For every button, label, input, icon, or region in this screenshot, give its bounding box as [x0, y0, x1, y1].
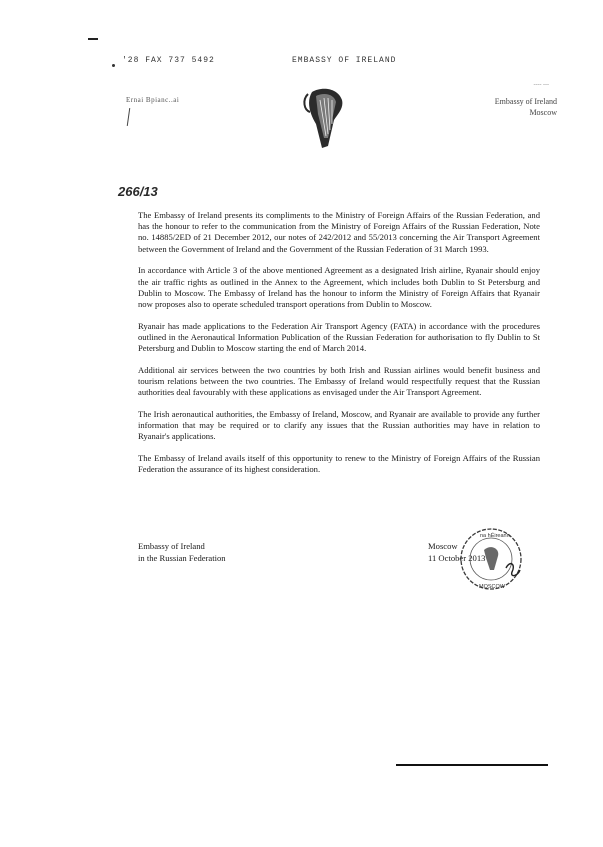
seal-top-text: na hÉireann [480, 533, 510, 539]
embassy-seal-stamp [456, 524, 526, 594]
address-line-1: Embassy of Ireland [494, 97, 557, 106]
paragraph-further-information: The Irish aeronautical authorities, the Embassy of Ireland, Moscow, and Ryanair are available to provide any further information that may be required or to clarify any issues that the Russian authorities may have in relation to Ryanair's applications. [138, 408, 540, 442]
fax-edge-mark [88, 38, 98, 40]
harp-crest-icon [298, 84, 350, 154]
address-stamp-text: ---- --- [533, 82, 549, 88]
paragraph-applications: Ryanair has made applications to the Federation Air Transport Agency (FATA) in accordance with the procedures outlined in the Aeronautical Information Publication of the Russian Federation for authorisation to fly Dublin to St Petersburg and Dublin to Moscow starting the end of March 2014. [138, 320, 540, 354]
paragraph-compliments: The Embassy of Ireland presents its compliments to the Ministry of Foreign Affairs of the Russian Federation, and has the honour to refer to the communication from the Ministry of Foreign Affairs of the Russian Federation, Note no. 14885/2ED of 21 December 2012, our notes of 242/2012 and 55/2013 concerning the Air Transport Agreement between the Government of Ireland and the Government of the Russian Federation of 31 March 1993. [138, 210, 540, 254]
fax-header [122, 56, 397, 65]
address-line-2: Moscow [529, 108, 557, 117]
place: Moscow [428, 541, 458, 551]
fax-dot-mark [112, 64, 115, 67]
letter-body [138, 210, 540, 486]
paragraph-closing: The Embassy of Ireland avails itself of this opportunity to renew to the Ministry of Foreign Affairs of the Russian Federation the assurance of its highest consideration. [138, 452, 540, 475]
left-header-text: Ernai Bpianc..ai [126, 96, 180, 104]
paragraph-article-3: In accordance with Article 3 of the above mentioned Agreement as a designated Irish airline, Ryanair should enjoy the air traffic rights as outlined in the Annex to the Agreement, which includes both Dublin to St Petersburg and Dublin to Moscow. The Embassy of Ireland has the honour to inform the Ministry of Foreign Affairs that Ryanair now proposes also to operate scheduled transport operations from Dublin to Moscow. [138, 265, 540, 309]
signoff-block [138, 541, 226, 564]
bottom-rule [396, 764, 548, 766]
seal-bottom-text: MOSCOW [479, 584, 505, 590]
fax-sender: EMBASSY OF IRELAND [292, 56, 397, 65]
date: 11 October 2013 [428, 552, 486, 563]
signoff-line-1: Embassy of Ireland [138, 541, 205, 551]
signoff-line-2: in the Russian Federation [138, 552, 226, 563]
reference-number: 266/13 [118, 184, 158, 199]
embassy-address [467, 82, 557, 118]
fax-number: '28 FAX 737 5492 [122, 56, 215, 65]
left-margin-tick [127, 108, 130, 126]
paragraph-additional-services: Additional air services between the two countries by both Irish and Russian airlines would benefit business and tourism relations between the two countries. The Embassy of Ireland would respectfully request that the Russian authorities deal favourably with these applications as envisaged under the Air Transport Agreement. [138, 364, 540, 398]
